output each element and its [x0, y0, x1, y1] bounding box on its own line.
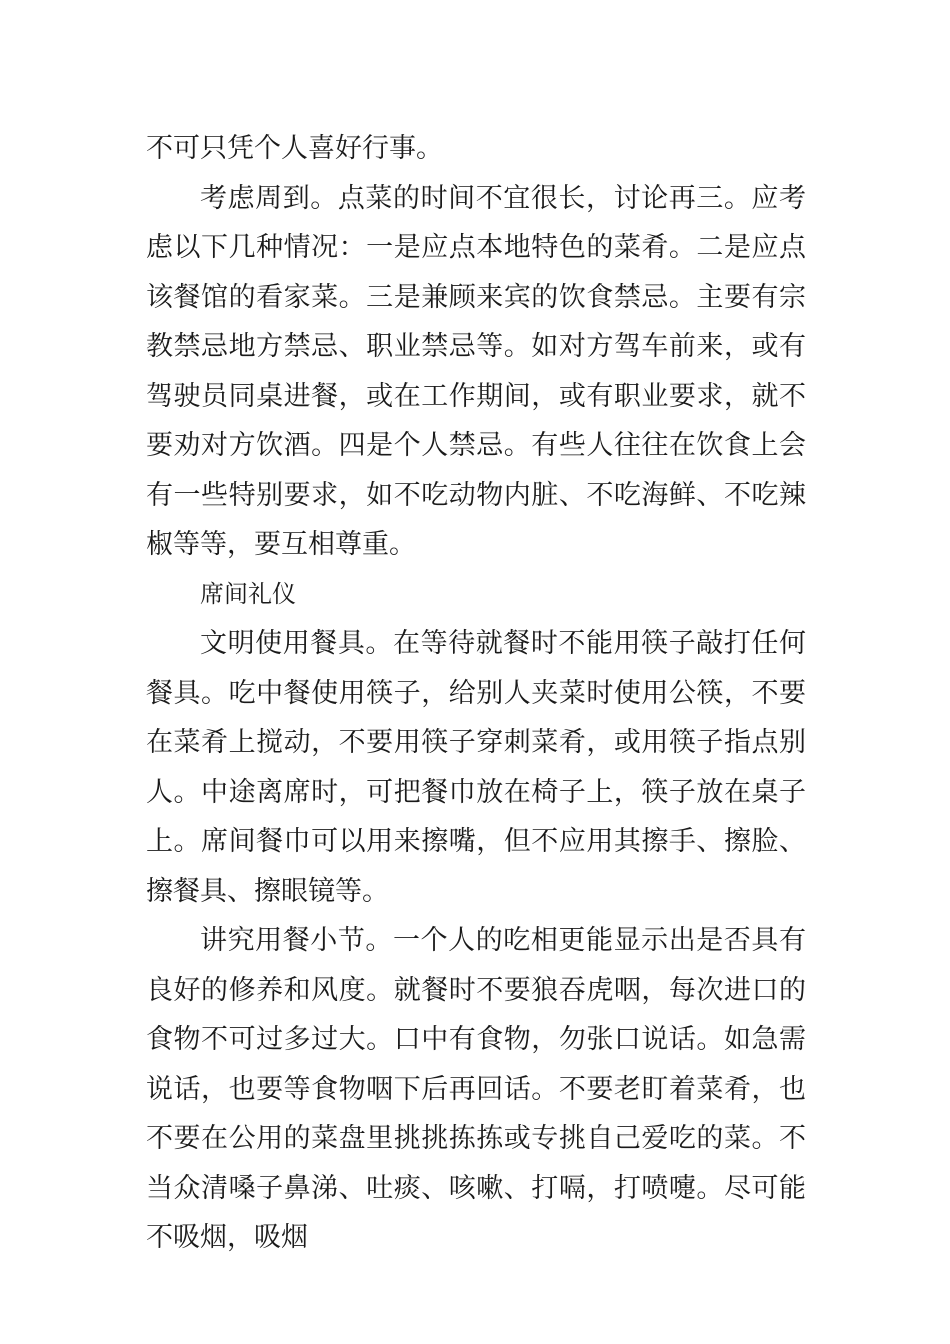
- paragraph-ordering-considerations: 考虑周到。点菜的时间不宜很长，讨论再三。应考虑以下几种情况：一是应点本地特色的菜肴。二是应点该餐馆的看家菜。三是兼顾来宾的饮食禁忌。主要有宗教禁忌地方禁忌、职业禁忌等。如对方驾车前来，或有驾驶员同桌进餐，或在工作期间，或有职业要求，就不要劝对方饮酒。四是个人禁忌。有些人往往在饮食上会有一些特别要求，如不吃动物内脏、不吃海鲜、不吃辣椒等等，要互相尊重。: [146, 182, 806, 560]
- paragraph-tableware-use: 文明使用餐具。在等待就餐时不能用筷子敲打任何餐具。吃中餐使用筷子，给别人夹菜时使用公筷，不要在菜肴上搅动，不要用筷子穿刺菜肴，或用筷子指点别人。中途离席时，可把餐巾放在椅子上，筷子放在桌子上。席间餐巾可以用来擦嘴，但不应用其擦手、擦脸、擦餐具、擦眼镜等。: [146, 628, 806, 907]
- section-heading-table-etiquette: 席间礼仪: [200, 579, 296, 608]
- document-body: [146, 124, 806, 1263]
- paragraph-continuation: 不可只凭个人喜好行事。: [146, 133, 443, 164]
- paragraph-dining-details: 讲究用餐小节。一个人的吃相更能显示出是否具有良好的修养和风度。就餐时不要狼吞虎咽，每次进口的食物不可过多过大。口中有食物，勿张口说话。如急需说话，也要等食物咽下后再回话。不要老盯着菜肴，也不要在公用的菜盘里挑挑拣拣或专挑自己爱吃的菜。不当众清嗓子鼻涕、吐痰、咳嗽、打嗝，打喷嚏。尽可能不吸烟，吸烟: [146, 925, 806, 1253]
